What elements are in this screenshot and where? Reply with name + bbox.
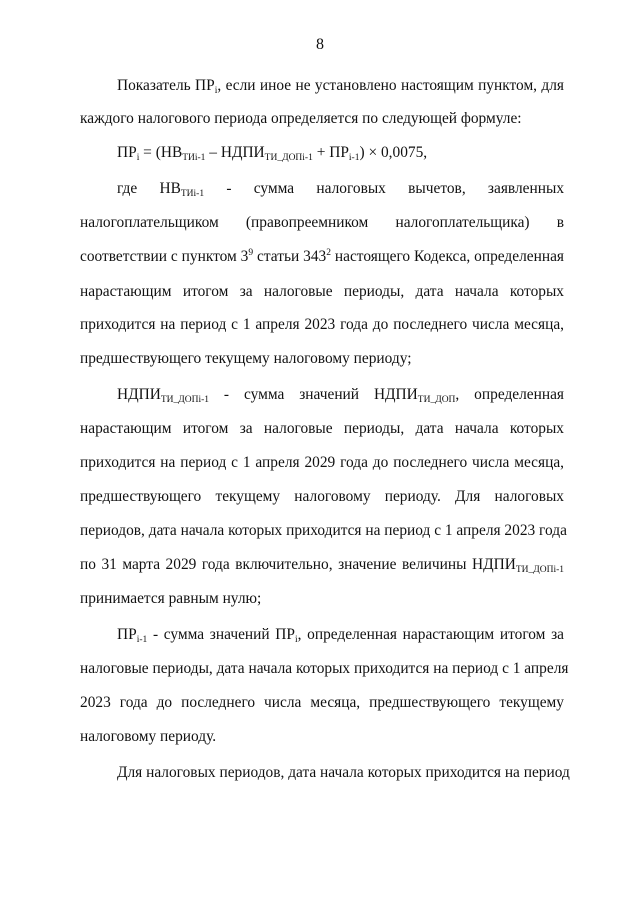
subscript: i-1: [136, 635, 148, 645]
formula-line: [117, 144, 564, 162]
paragraph-line: [117, 180, 564, 198]
text-run: по 31 марта 2029 года включительно, значение величины НДПИ: [80, 556, 516, 573]
paragraph-line: [80, 214, 564, 232]
text-run: периодов, дата начала которых приходится на период с 1 апреля 2023 года: [80, 522, 567, 539]
text-run: - сумма значений НДПИ: [209, 386, 418, 403]
text-run: где НВ: [117, 180, 181, 197]
text-run: Показатель ПР: [117, 77, 215, 94]
text-run: настоящего Кодекса, определенная: [330, 248, 564, 265]
text-run: , если иное не установлено настоящим пунктом, для: [217, 77, 564, 94]
superscript: 9: [248, 248, 254, 258]
paragraph-line: [80, 316, 564, 334]
paragraph-line: [80, 283, 564, 301]
text-run: НДПИ: [117, 386, 161, 403]
paragraph-line: [80, 420, 564, 438]
superscript: 2: [326, 248, 331, 258]
subscript: ТИ_ДОП: [417, 395, 456, 405]
paragraph-line: [80, 522, 567, 540]
subscript: ТИ_ДОПi-1: [515, 565, 564, 575]
text-run: предшествующего текущему налоговому периоду. Для налоговых: [80, 488, 564, 505]
paragraph-line: [80, 694, 564, 712]
text-run: статьи 343: [253, 248, 327, 265]
subscript: ТИ_ДОПi-1: [264, 153, 313, 163]
subscript: ТИ_ДОПi-1: [160, 395, 210, 405]
text-run: - сумма значений ПР: [147, 626, 295, 643]
text-run: ) × 0,0075,: [359, 144, 428, 161]
text-run: , определенная: [455, 386, 564, 403]
paragraph-line: [80, 556, 564, 574]
text-run: приходится на период с 1 апреля 2023 года до последнего числа месяца,: [80, 316, 564, 333]
page-number: 8: [316, 36, 324, 53]
paragraph-line: [80, 488, 564, 506]
text-run: принимается равным нулю;: [80, 590, 262, 607]
text-run: нарастающим итогом за налоговые периоды, дата начала которых: [80, 283, 564, 300]
subscript: ТИi-1: [180, 189, 205, 199]
text-run: + ПР: [312, 144, 349, 161]
subscript: i-1: [348, 153, 360, 163]
subscript: i: [136, 153, 140, 163]
text-run: ПР: [117, 144, 137, 161]
text-run: налоговые периоды, дата начала которых приходится на период с 1 апреля: [80, 660, 569, 677]
text-run: соответствии с пунктом 3: [80, 248, 249, 265]
paragraph-line: [80, 110, 564, 128]
paragraph-line: [117, 764, 570, 782]
paragraph-line: [80, 350, 564, 368]
text-run: – НДПИ: [205, 144, 265, 161]
text-run: нарастающим итогом за налоговые периоды, дата начала которых: [80, 420, 564, 437]
subscript: i: [214, 86, 218, 96]
text-run: Для налоговых периодов, дата начала которых приходится на период: [117, 764, 570, 781]
paragraph-line: [80, 728, 564, 746]
text-run: = (НВ: [139, 144, 183, 161]
text-run: , определенная нарастающим итогом за: [297, 626, 565, 643]
paragraph-line: [80, 248, 564, 266]
text-run: предшествующего текущему налоговому периоду;: [80, 350, 412, 367]
subscript: ТИi-1: [182, 153, 206, 163]
text-run: приходится на период с 1 апреля 2029 года до последнего числа месяца,: [80, 454, 564, 471]
paragraph-line: [117, 77, 564, 95]
paragraph-line: [117, 386, 564, 404]
text-run: налогоплательщиком (правопреемником налогоплательщика) в: [80, 214, 564, 231]
paragraph-line: [80, 660, 569, 678]
subscript: i: [294, 635, 298, 645]
text-run: каждого налогового периода определяется по следующей формуле:: [80, 110, 522, 127]
text-run: 2023 года до последнего числа месяца, предшествующего текущему: [80, 694, 564, 711]
text-run: - сумма налоговых вычетов, заявленных: [204, 180, 565, 197]
text-run: налоговому периоду.: [80, 728, 217, 745]
paragraph-line: [117, 626, 564, 644]
paragraph-line: [80, 454, 564, 472]
text-run: ПР: [117, 626, 137, 643]
paragraph-line: [80, 590, 564, 608]
